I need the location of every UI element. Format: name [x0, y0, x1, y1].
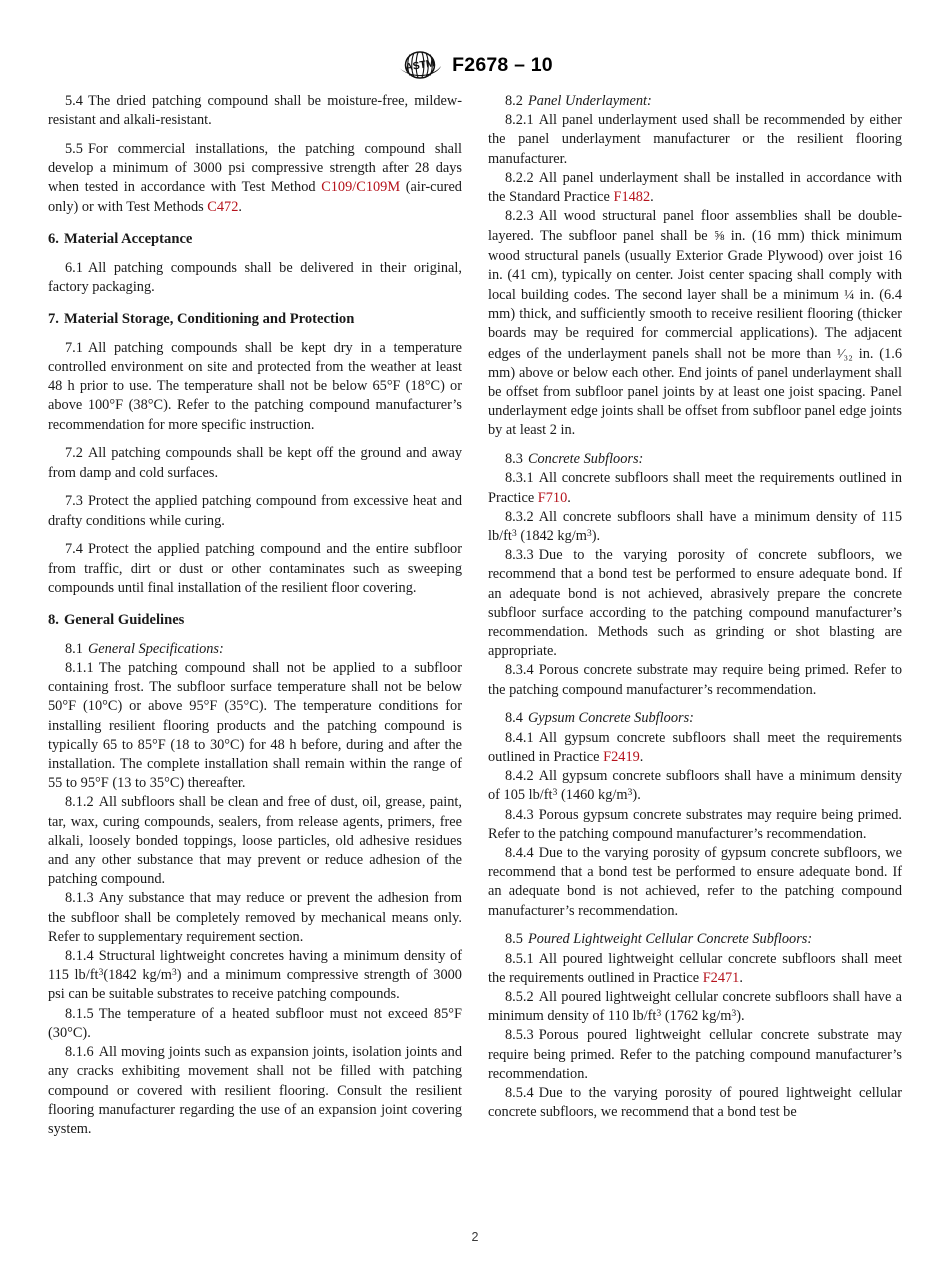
superscript-exponent: 3 [552, 787, 558, 799]
clause-text: . [639, 748, 644, 765]
clause-text: (1762 kg/m [661, 1008, 732, 1025]
clause-text: All patching compounds shall be delivered in their original, factory packaging. [48, 259, 462, 295]
clause-text: For commercial installations, the patching compound shall develop a minimum of 3000 psi compressive strength after 28 days when tested in accordance with Test Method [48, 141, 462, 196]
clause-text: Protect the applied patching compound and the entire subfloor from traffic, dirt or dust or other contaminates such as sweeping compounds until final installation of the resilient floor covering. [48, 541, 462, 596]
subsection-title: Gypsum Concrete Subfloors: [527, 710, 694, 727]
paragraph-8-1-3 [48, 889, 462, 947]
clause-text: All moving joints such as expansion joints, isolation joints and any cracks exhibiting movement shall not be filled with patching compound or covered with resilient flooring. Consult the resilient flooring manufacturer regarding the use of an expansion joint covering system. [48, 1044, 462, 1137]
paragraph-8-4-3 [488, 806, 902, 844]
clause-number: 8.3 [505, 451, 523, 468]
clause-number: 8.1.4 [65, 948, 94, 965]
clause-text: All gypsum concrete subfloors shall meet the requirements outlined in Practice [488, 729, 902, 765]
clause-text: Porous concrete substrate may require being primed. Refer to the patching compound manufacturer’s recommendation. [488, 662, 902, 698]
fraction-five-eighths: ⅝ [714, 228, 725, 244]
clause-number: 5.4 [65, 93, 83, 109]
superscript-exponent: 3 [511, 527, 517, 539]
clause-number: 8.5.4 [505, 1084, 534, 1101]
clause-number: 8.1.3 [65, 890, 94, 907]
clause-number: 8.2.3 [505, 208, 534, 225]
body-columns [48, 92, 902, 1202]
svg-text:ASTM: ASTM [404, 57, 436, 74]
clause-number: 7.3 [65, 493, 83, 510]
clause-text: in. (16 mm) thick minimum wood structural panels (usually Exterior Grade Plywood) over joist 16 in. (41 cm), typically on center. Joist center spacing shall comply with local building codes. The second layer shall be a minimum [488, 228, 902, 304]
paragraph-8-2-1 [488, 111, 902, 169]
section-title: Material Storage, Conditioning and Protection [63, 311, 355, 328]
clause-text: The dried patching compound shall be moisture-free, mildew-resistant and alkali-resistant. [48, 93, 462, 129]
clause-number: 8.5.2 [505, 988, 534, 1005]
subheading-8-4 [488, 709, 902, 728]
clause-number: 8.1.6 [65, 1044, 94, 1061]
clause-text: ) and a minimum compressive strength of 3000 psi can be suitable substrates to receive patching compounds. [48, 967, 462, 1003]
clause-text: in. (1.6 mm) above or below each other. End joints of panel underlayment shall be offset from subfloor panel joints by at least one joist spacing. Panel underlayment edge joints shall be offset from subfloor panel edge joints by at least 2 in. [488, 345, 903, 439]
clause-number: 8.4.3 [505, 806, 534, 823]
clause-text: Due to the varying porosity of concrete subfloors, we recommend that a bond test be performed to ensure adequate bond. If an adequate bond is not achieved, abrasively prepare the concrete subfloor surface according to the patching compound manufacturer’s recommendation. Methods such as grinding or shot blasting are appropriate. [488, 547, 902, 660]
clause-number: 8.4.2 [505, 768, 534, 785]
paragraph-8-3-3 [488, 546, 902, 661]
clause-number: 7.4 [65, 541, 83, 558]
clause-number: 8.1 [65, 640, 83, 657]
paragraph-8-1-1 [48, 659, 462, 793]
clause-number: 8.5.3 [505, 1027, 534, 1044]
standard-designation: F2678 – 10 [452, 53, 553, 76]
paragraph-7-4 [48, 540, 462, 598]
paragraph-5-4 [48, 92, 462, 130]
paragraph-8-5-3 [488, 1026, 902, 1084]
clause-text: (1460 kg/m [557, 787, 628, 804]
clause-text: Porous poured lightweight cellular concrete substrate may require being primed. Refer to the patching compound manufacturer’s recommendation. [488, 1027, 902, 1082]
superscript-exponent: 3 [98, 967, 104, 979]
paragraph-8-5-4 [488, 1084, 902, 1122]
clause-number: 8.1.5 [65, 1005, 94, 1022]
clause-text: Structural lightweight concretes having a minimum density of 115 lb/ft [48, 948, 462, 984]
paragraph-8-1-6 [48, 1043, 462, 1139]
page-number: 2 [471, 1230, 479, 1244]
clause-text: The temperature of a heated subfloor must not exceed 85°F (30°C). [48, 1005, 462, 1041]
section-heading-8 [48, 611, 462, 630]
clause-number: 8.2.2 [505, 169, 534, 186]
subheading-8-2 [488, 92, 902, 111]
paragraph-8-4-4 [488, 844, 902, 921]
clause-number: 8.4 [505, 710, 523, 727]
standard-reference-f2419[interactable]: F2419 [603, 748, 640, 765]
superscript-exponent: 3 [731, 1008, 737, 1020]
clause-text: (1842 kg/m [516, 528, 587, 545]
clause-text: . [567, 489, 571, 506]
clause-text: All concrete subfloors shall meet the requirements outlined in Practice [488, 470, 902, 506]
clause-text: All panel underlayment shall be installed in accordance with the Standard Practice [488, 169, 902, 206]
subheading-8-5 [488, 930, 902, 949]
clause-text: All poured lightweight cellular concrete subfloors shall meet the requirements outlined in Practice [488, 950, 902, 986]
clause-text: All subfloors shall be clean and free of dust, oil, grease, paint, tar, wax, curing compounds, sealers, from release agents, primers, free alkali, loosely bonded toppings, loose particles, old adhesive residues and any other substance that may prevent or reduce adhesion of the patching compound. [48, 794, 462, 888]
section-heading-7 [48, 310, 462, 329]
standard-reference-c472[interactable]: C472 [207, 198, 239, 215]
paragraph-7-2 [48, 444, 462, 482]
clause-text: (air-cured only) or with Test Methods [48, 179, 462, 215]
clause-text: (1842 kg/m [103, 967, 172, 984]
clause-text: Protect the applied patching compound from excessive heat and drafty conditions while curing. [48, 493, 462, 529]
paragraph-7-3 [48, 492, 462, 530]
section-number: 8. [48, 612, 59, 629]
fraction-one-quarter: ¼ [844, 287, 855, 303]
clause-number: 8.2 [505, 93, 523, 109]
section-heading-6 [48, 230, 462, 249]
clause-text: Porous gypsum concrete substrates may require being primed. Refer to the patching compound manufacturer’s recommendation. [488, 806, 902, 842]
subsection-title: General Specifications: [87, 640, 224, 657]
astm-logo-icon [397, 50, 443, 80]
clause-number: 8.1.2 [65, 794, 94, 811]
clause-text: Any substance that may reduce or prevent the adhesion from the subfloor shall be completely removed by mechanical means only. Refer to supplementary requirement section. [48, 890, 462, 945]
clause-number: 8.3.1 [505, 470, 534, 487]
clause-number: 8.5.1 [505, 950, 534, 967]
superscript-exponent: 3 [656, 1008, 662, 1020]
clause-text: Due to the varying porosity of poured lightweight cellular concrete subfloors, we recommend that a bond test be [488, 1084, 902, 1121]
superscript-exponent: 3 [586, 527, 592, 539]
standard-reference-f1482[interactable]: F1482 [613, 189, 651, 206]
clause-text: All patching compounds shall be kept off the ground and away from damp and cold surfaces. [48, 445, 462, 481]
paragraph-8-1-4 [48, 947, 462, 1005]
clause-number: 6.1 [65, 259, 83, 276]
superscript-exponent: 3 [171, 967, 177, 979]
clause-number: 8.3.3 [505, 547, 534, 564]
clause-text: All patching compounds shall be kept dry in a temperature controlled environment on site and protected from the weather at least 48 h prior to use. The temperature shall not be below 65°F (18°C) or above 100°F (38°C). Refer to the patching compound manufacturer’s recommendation for more specific instruction. [48, 339, 462, 433]
clause-text: All gypsum concrete subfloors shall have a minimum density of 105 lb/ft [488, 768, 902, 804]
clause-number: 8.3.2 [505, 508, 534, 525]
clause-text: All panel underlayment used shall be recommended by either the panel underlayment manufacturer or the resilient flooring manufacturer. [488, 112, 902, 167]
left-column [48, 92, 462, 1202]
paragraph-8-2-2 [488, 169, 902, 207]
paragraph-8-3-1 [488, 469, 902, 507]
paragraph-5-5 [48, 140, 462, 217]
subsection-title: Concrete Subfloors: [527, 451, 644, 468]
clause-number: 5.5 [65, 141, 83, 157]
section-number: 7. [48, 311, 59, 328]
standard-reference-f710[interactable]: F710 [537, 489, 568, 506]
fraction-one-thirtysecond: ¹⁄₃₂ [837, 345, 853, 361]
clause-number: 7.1 [65, 339, 83, 356]
section-title: General Guidelines [63, 612, 185, 629]
clause-number: 7.2 [65, 445, 83, 462]
paragraph-8-3-2 [488, 508, 902, 546]
paragraph-8-4-1 [488, 729, 902, 767]
section-number: 6. [48, 230, 59, 247]
clause-number: 8.3.4 [505, 662, 534, 679]
clause-text: . [650, 189, 654, 206]
clause-text: All wood structural panel floor assemblies shall be double-layered. The subfloor panel shall be [488, 208, 902, 245]
subheading-8-1 [48, 640, 462, 659]
paragraph-6-1 [48, 259, 462, 297]
clause-number: 8.2.1 [505, 112, 534, 129]
running-head [0, 48, 950, 82]
subheading-8-3 [488, 450, 902, 469]
standard-reference-f2471[interactable]: F2471 [702, 969, 740, 986]
clause-text: All concrete subfloors shall have a minimum density of 115 lb/ft [488, 508, 902, 545]
paragraph-8-5-1 [488, 950, 902, 988]
clause-text: Due to the varying porosity of gypsum concrete subfloors, we recommend that a bond test be performed to ensure adequate bond. If an adequate bond is not achieved, refer to the patching compound manufacturer’s recommendation. [488, 844, 902, 919]
paragraph-8-1-5 [48, 1005, 462, 1043]
clause-text: in. (6.4 mm) thick, and sufficiently smooth to receive resilient flooring (thicker boards may be required for commercial applications). The adjacent edges of the underlayment panels shall not be more than [488, 287, 902, 362]
superscript-exponent: 3 [627, 787, 633, 799]
clause-text: . [739, 969, 743, 986]
clause-text: The patching compound shall not be applied to a subfloor containing frost. The subfloor surface temperature shall not be below 50°F (10°C) or above 95°F (35°C). The temperature conditions for installing resilient flooring products and the patching compound is typically 65 to 85°F (18 to 30°C) for 48 h before, during and after the installation. The complete installation shall remain within the range of 55 to 95°F (13 to 35°C) thereafter. [48, 660, 462, 792]
clause-number: 8.5 [505, 931, 523, 948]
subsection-title: Poured Lightweight Cellular Concrete Subfloors: [527, 931, 813, 948]
clause-text: ). [632, 787, 641, 804]
clause-text: . [238, 198, 242, 215]
clause-text: ). [591, 528, 601, 545]
paragraph-8-1-2 [48, 793, 462, 889]
clause-number: 8.4.1 [505, 729, 534, 746]
standard-reference-c109[interactable]: C109/C109M [321, 179, 401, 196]
paragraph-8-4-2 [488, 767, 902, 805]
clause-number: 8.1.1 [65, 660, 94, 677]
clause-text: All poured lightweight cellular concrete subfloors shall have a minimum density of 110 lb/ft [488, 988, 902, 1025]
subsection-title: Panel Underlayment: [527, 93, 652, 109]
right-column [488, 92, 902, 1202]
clause-number: 8.4.4 [505, 844, 534, 861]
section-title: Material Acceptance [63, 230, 193, 247]
paragraph-8-5-2 [488, 988, 902, 1026]
paragraph-8-2-3 [488, 207, 902, 440]
paragraph-8-3-4 [488, 661, 902, 699]
clause-text: ). [736, 1008, 745, 1025]
paragraph-7-1 [48, 339, 462, 435]
